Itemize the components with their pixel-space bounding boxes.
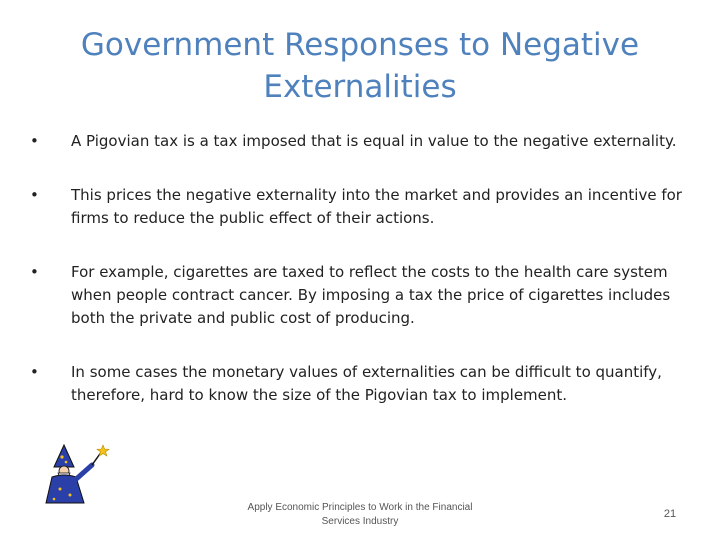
bullet-text: This prices the negative externality into the market and provides an incentive for firms to reduce the public effect of their actions.	[71, 186, 682, 227]
bullet-text: For example, cigarettes are taxed to reflect the costs to the health care system when people contract cancer. By imposing a tax the price of cigarettes includes both the private and public cost of producing.	[71, 263, 671, 327]
wizard-clipart-icon	[40, 443, 112, 505]
bullet-item	[30, 130, 690, 153]
bullet-list	[30, 130, 690, 438]
footer-course-title: Apply Economic Principles to Work in the Financial Services Industry	[247, 502, 473, 527]
bullet-marker: •	[30, 263, 39, 281]
bullet-text: A Pigovian tax is a tax imposed that is equal in value to the negative externality.	[71, 132, 677, 150]
bullet-item	[30, 184, 690, 230]
bullet-item	[30, 261, 690, 330]
bullet-marker: •	[30, 186, 39, 204]
page-number: 21	[663, 508, 677, 520]
bullet-item	[30, 361, 690, 407]
bullet-text: In some cases the monetary values of externalities can be difficult to quantify, therefore, hard to know the size of the Pigovian tax to implement.	[71, 363, 662, 404]
slide-title: Government Responses to Negative Externalities	[80, 27, 640, 105]
bullet-marker: •	[30, 132, 39, 150]
bullet-marker: •	[30, 363, 39, 381]
